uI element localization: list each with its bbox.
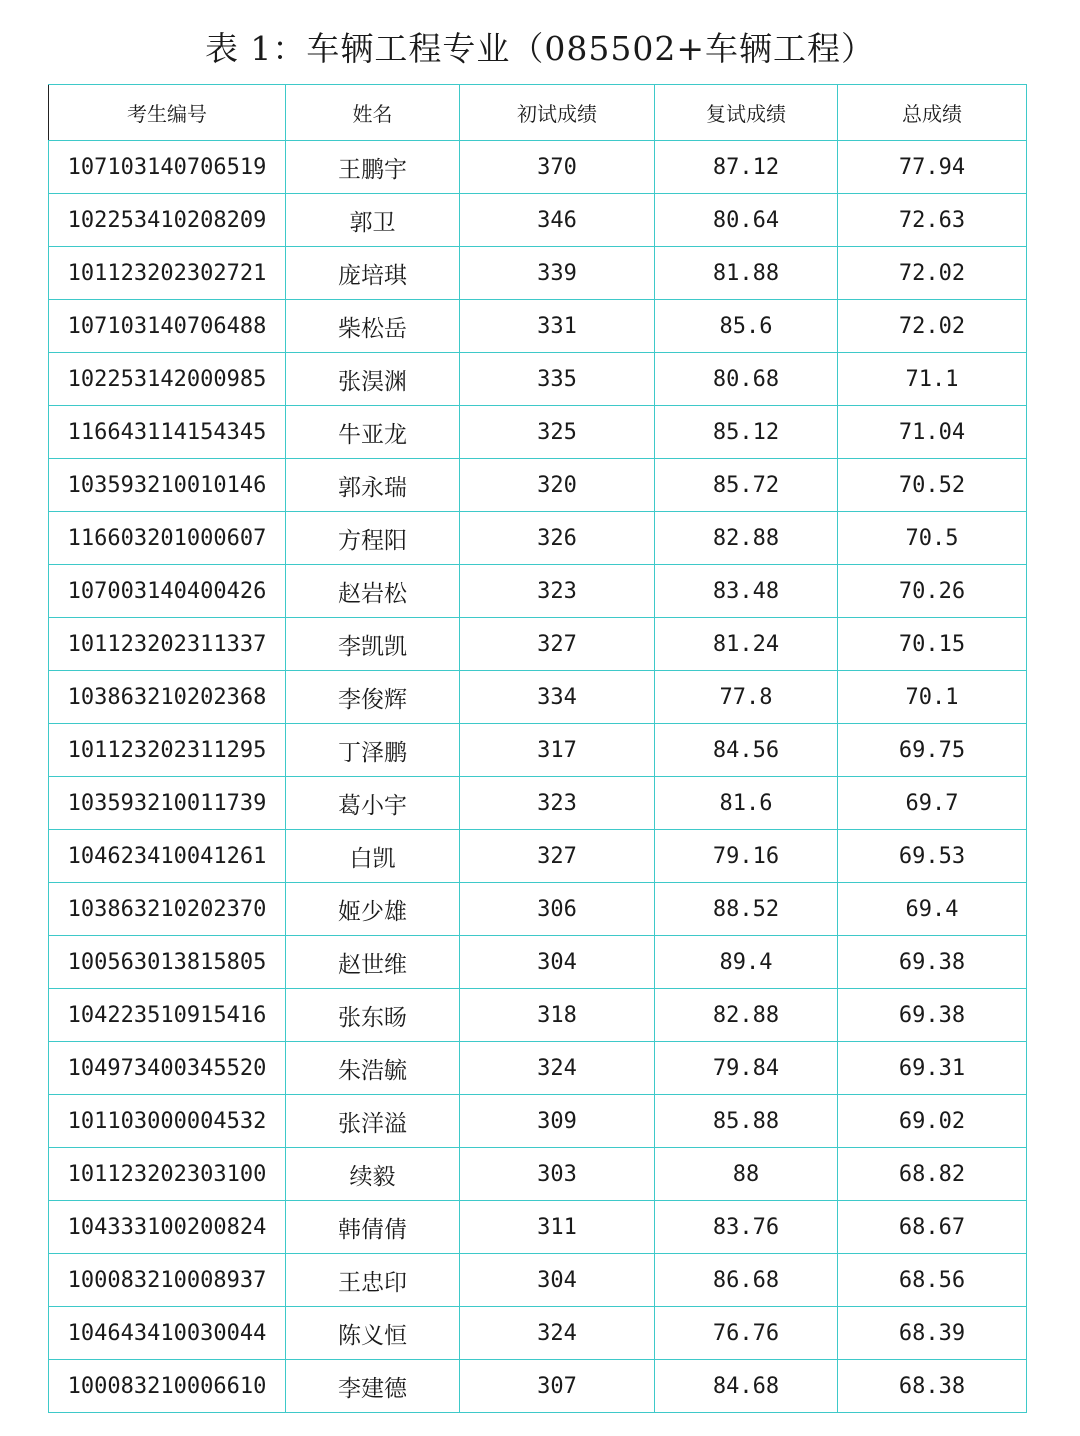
initial-score-cell: 370 [460, 141, 655, 194]
table-row [49, 300, 1027, 353]
candidate-id-cell: 116603201000607 [49, 512, 286, 565]
initial-score-cell: 325 [460, 406, 655, 459]
retest-score-cell: 81.24 [655, 618, 838, 671]
retest-score-cell: 76.76 [655, 1307, 838, 1360]
table-row [49, 247, 1027, 300]
total-score-cell: 69.38 [838, 936, 1027, 989]
table-row [49, 1148, 1027, 1201]
table-row [49, 512, 1027, 565]
table-row [49, 141, 1027, 194]
total-score-cell: 68.56 [838, 1254, 1027, 1307]
retest-score-cell: 89.4 [655, 936, 838, 989]
table-row [49, 830, 1027, 883]
retest-score-cell: 85.88 [655, 1095, 838, 1148]
initial-score-cell: 311 [460, 1201, 655, 1254]
candidate-id-cell: 102253142000985 [49, 353, 286, 406]
header-retest-score: 复试成绩 [655, 85, 838, 141]
initial-score-cell: 334 [460, 671, 655, 724]
name-cell: 王忠印 [286, 1254, 460, 1307]
candidate-id-cell: 102253410208209 [49, 194, 286, 247]
table-row [49, 883, 1027, 936]
retest-score-cell: 87.12 [655, 141, 838, 194]
table-row [49, 565, 1027, 618]
retest-score-cell: 81.6 [655, 777, 838, 830]
name-cell: 丁泽鹏 [286, 724, 460, 777]
total-score-cell: 70.26 [838, 565, 1027, 618]
total-score-cell: 69.75 [838, 724, 1027, 777]
initial-score-cell: 323 [460, 565, 655, 618]
candidate-id-cell: 103593210011739 [49, 777, 286, 830]
retest-score-cell: 84.68 [655, 1360, 838, 1413]
name-cell: 张东旸 [286, 989, 460, 1042]
total-score-cell: 71.1 [838, 353, 1027, 406]
retest-score-cell: 82.88 [655, 512, 838, 565]
initial-score-cell: 320 [460, 459, 655, 512]
candidate-id-cell: 107103140706519 [49, 141, 286, 194]
table-header [49, 85, 1027, 141]
table-row [49, 724, 1027, 777]
candidate-id-cell: 104643410030044 [49, 1307, 286, 1360]
header-initial-score: 初试成绩 [460, 85, 655, 141]
candidate-id-cell: 104623410041261 [49, 830, 286, 883]
total-score-cell: 70.15 [838, 618, 1027, 671]
name-cell: 张洋溢 [286, 1095, 460, 1148]
total-score-cell: 69.7 [838, 777, 1027, 830]
candidate-id-cell: 101103000004532 [49, 1095, 286, 1148]
initial-score-cell: 303 [460, 1148, 655, 1201]
table-row [49, 1201, 1027, 1254]
table-row [49, 618, 1027, 671]
retest-score-cell: 77.8 [655, 671, 838, 724]
initial-score-cell: 335 [460, 353, 655, 406]
total-score-cell: 68.82 [838, 1148, 1027, 1201]
total-score-cell: 77.94 [838, 141, 1027, 194]
candidate-id-cell: 104223510915416 [49, 989, 286, 1042]
total-score-cell: 69.38 [838, 989, 1027, 1042]
table-row [49, 671, 1027, 724]
total-score-cell: 69.02 [838, 1095, 1027, 1148]
total-score-cell: 70.1 [838, 671, 1027, 724]
table-row [49, 1307, 1027, 1360]
candidate-id-cell: 101123202311337 [49, 618, 286, 671]
candidate-id-cell: 104973400345520 [49, 1042, 286, 1095]
name-cell: 牛亚龙 [286, 406, 460, 459]
initial-score-cell: 318 [460, 989, 655, 1042]
initial-score-cell: 331 [460, 300, 655, 353]
total-score-cell: 68.38 [838, 1360, 1027, 1413]
name-cell: 韩倩倩 [286, 1201, 460, 1254]
name-cell: 李凯凯 [286, 618, 460, 671]
candidate-id-cell: 107103140706488 [49, 300, 286, 353]
initial-score-cell: 324 [460, 1042, 655, 1095]
retest-score-cell: 85.12 [655, 406, 838, 459]
name-cell: 陈义恒 [286, 1307, 460, 1360]
total-score-cell: 72.63 [838, 194, 1027, 247]
table-row [49, 459, 1027, 512]
retest-score-cell: 88.52 [655, 883, 838, 936]
candidate-id-cell: 103593210010146 [49, 459, 286, 512]
initial-score-cell: 304 [460, 1254, 655, 1307]
total-score-cell: 69.4 [838, 883, 1027, 936]
name-cell: 姬少雄 [286, 883, 460, 936]
name-cell: 赵世维 [286, 936, 460, 989]
header-row [49, 85, 1027, 141]
initial-score-cell: 323 [460, 777, 655, 830]
table-row [49, 989, 1027, 1042]
name-cell: 葛小宇 [286, 777, 460, 830]
table-body [49, 141, 1027, 1413]
name-cell: 郭永瑞 [286, 459, 460, 512]
total-score-cell: 68.67 [838, 1201, 1027, 1254]
name-cell: 白凯 [286, 830, 460, 883]
initial-score-cell: 304 [460, 936, 655, 989]
retest-score-cell: 81.88 [655, 247, 838, 300]
total-score-cell: 69.53 [838, 830, 1027, 883]
table-row [49, 406, 1027, 459]
candidate-id-cell: 100083210006610 [49, 1360, 286, 1413]
table-row [49, 1360, 1027, 1413]
initial-score-cell: 324 [460, 1307, 655, 1360]
name-cell: 庞培琪 [286, 247, 460, 300]
retest-score-cell: 80.68 [655, 353, 838, 406]
table-row [49, 1095, 1027, 1148]
name-cell: 张淏渊 [286, 353, 460, 406]
total-score-cell: 72.02 [838, 300, 1027, 353]
total-score-cell: 71.04 [838, 406, 1027, 459]
name-cell: 方程阳 [286, 512, 460, 565]
candidate-id-cell: 100563013815805 [49, 936, 286, 989]
initial-score-cell: 326 [460, 512, 655, 565]
retest-score-cell: 83.76 [655, 1201, 838, 1254]
name-cell: 李建德 [286, 1360, 460, 1413]
initial-score-cell: 339 [460, 247, 655, 300]
table-row [49, 1254, 1027, 1307]
name-cell: 朱浩毓 [286, 1042, 460, 1095]
retest-score-cell: 88 [655, 1148, 838, 1201]
candidate-id-cell: 103863210202368 [49, 671, 286, 724]
candidate-id-cell: 104333100200824 [49, 1201, 286, 1254]
header-total-score: 总成绩 [838, 85, 1027, 141]
retest-score-cell: 85.6 [655, 300, 838, 353]
initial-score-cell: 327 [460, 618, 655, 671]
name-cell: 王鹏宇 [286, 141, 460, 194]
candidate-id-cell: 101123202302721 [49, 247, 286, 300]
total-score-cell: 72.02 [838, 247, 1027, 300]
name-cell: 李俊辉 [286, 671, 460, 724]
retest-score-cell: 84.56 [655, 724, 838, 777]
page-title: 表 1：车辆工程专业（085502+车辆工程） [204, 29, 876, 68]
table-row [49, 777, 1027, 830]
retest-score-cell: 82.88 [655, 989, 838, 1042]
retest-score-cell: 80.64 [655, 194, 838, 247]
header-candidate-id: 考生编号 [49, 85, 286, 141]
total-score-cell: 69.31 [838, 1042, 1027, 1095]
candidate-id-cell: 103863210202370 [49, 883, 286, 936]
table-row [49, 1042, 1027, 1095]
total-score-cell: 68.39 [838, 1307, 1027, 1360]
candidate-id-cell: 101123202303100 [49, 1148, 286, 1201]
initial-score-cell: 309 [460, 1095, 655, 1148]
name-cell: 赵岩松 [286, 565, 460, 618]
retest-score-cell: 79.16 [655, 830, 838, 883]
total-score-cell: 70.52 [838, 459, 1027, 512]
candidate-id-cell: 116643114154345 [49, 406, 286, 459]
candidate-id-cell: 107003140400426 [49, 565, 286, 618]
scores-table [48, 84, 1027, 1413]
name-cell: 续毅 [286, 1148, 460, 1201]
retest-score-cell: 83.48 [655, 565, 838, 618]
candidate-id-cell: 101123202311295 [49, 724, 286, 777]
name-cell: 柴松岳 [286, 300, 460, 353]
retest-score-cell: 85.72 [655, 459, 838, 512]
initial-score-cell: 346 [460, 194, 655, 247]
header-name: 姓名 [286, 85, 460, 141]
retest-score-cell: 79.84 [655, 1042, 838, 1095]
initial-score-cell: 306 [460, 883, 655, 936]
table-row [49, 936, 1027, 989]
candidate-id-cell: 100083210008937 [49, 1254, 286, 1307]
table-row [49, 194, 1027, 247]
initial-score-cell: 317 [460, 724, 655, 777]
retest-score-cell: 86.68 [655, 1254, 838, 1307]
initial-score-cell: 307 [460, 1360, 655, 1413]
total-score-cell: 70.5 [838, 512, 1027, 565]
table-row [49, 353, 1027, 406]
name-cell: 郭卫 [286, 194, 460, 247]
initial-score-cell: 327 [460, 830, 655, 883]
